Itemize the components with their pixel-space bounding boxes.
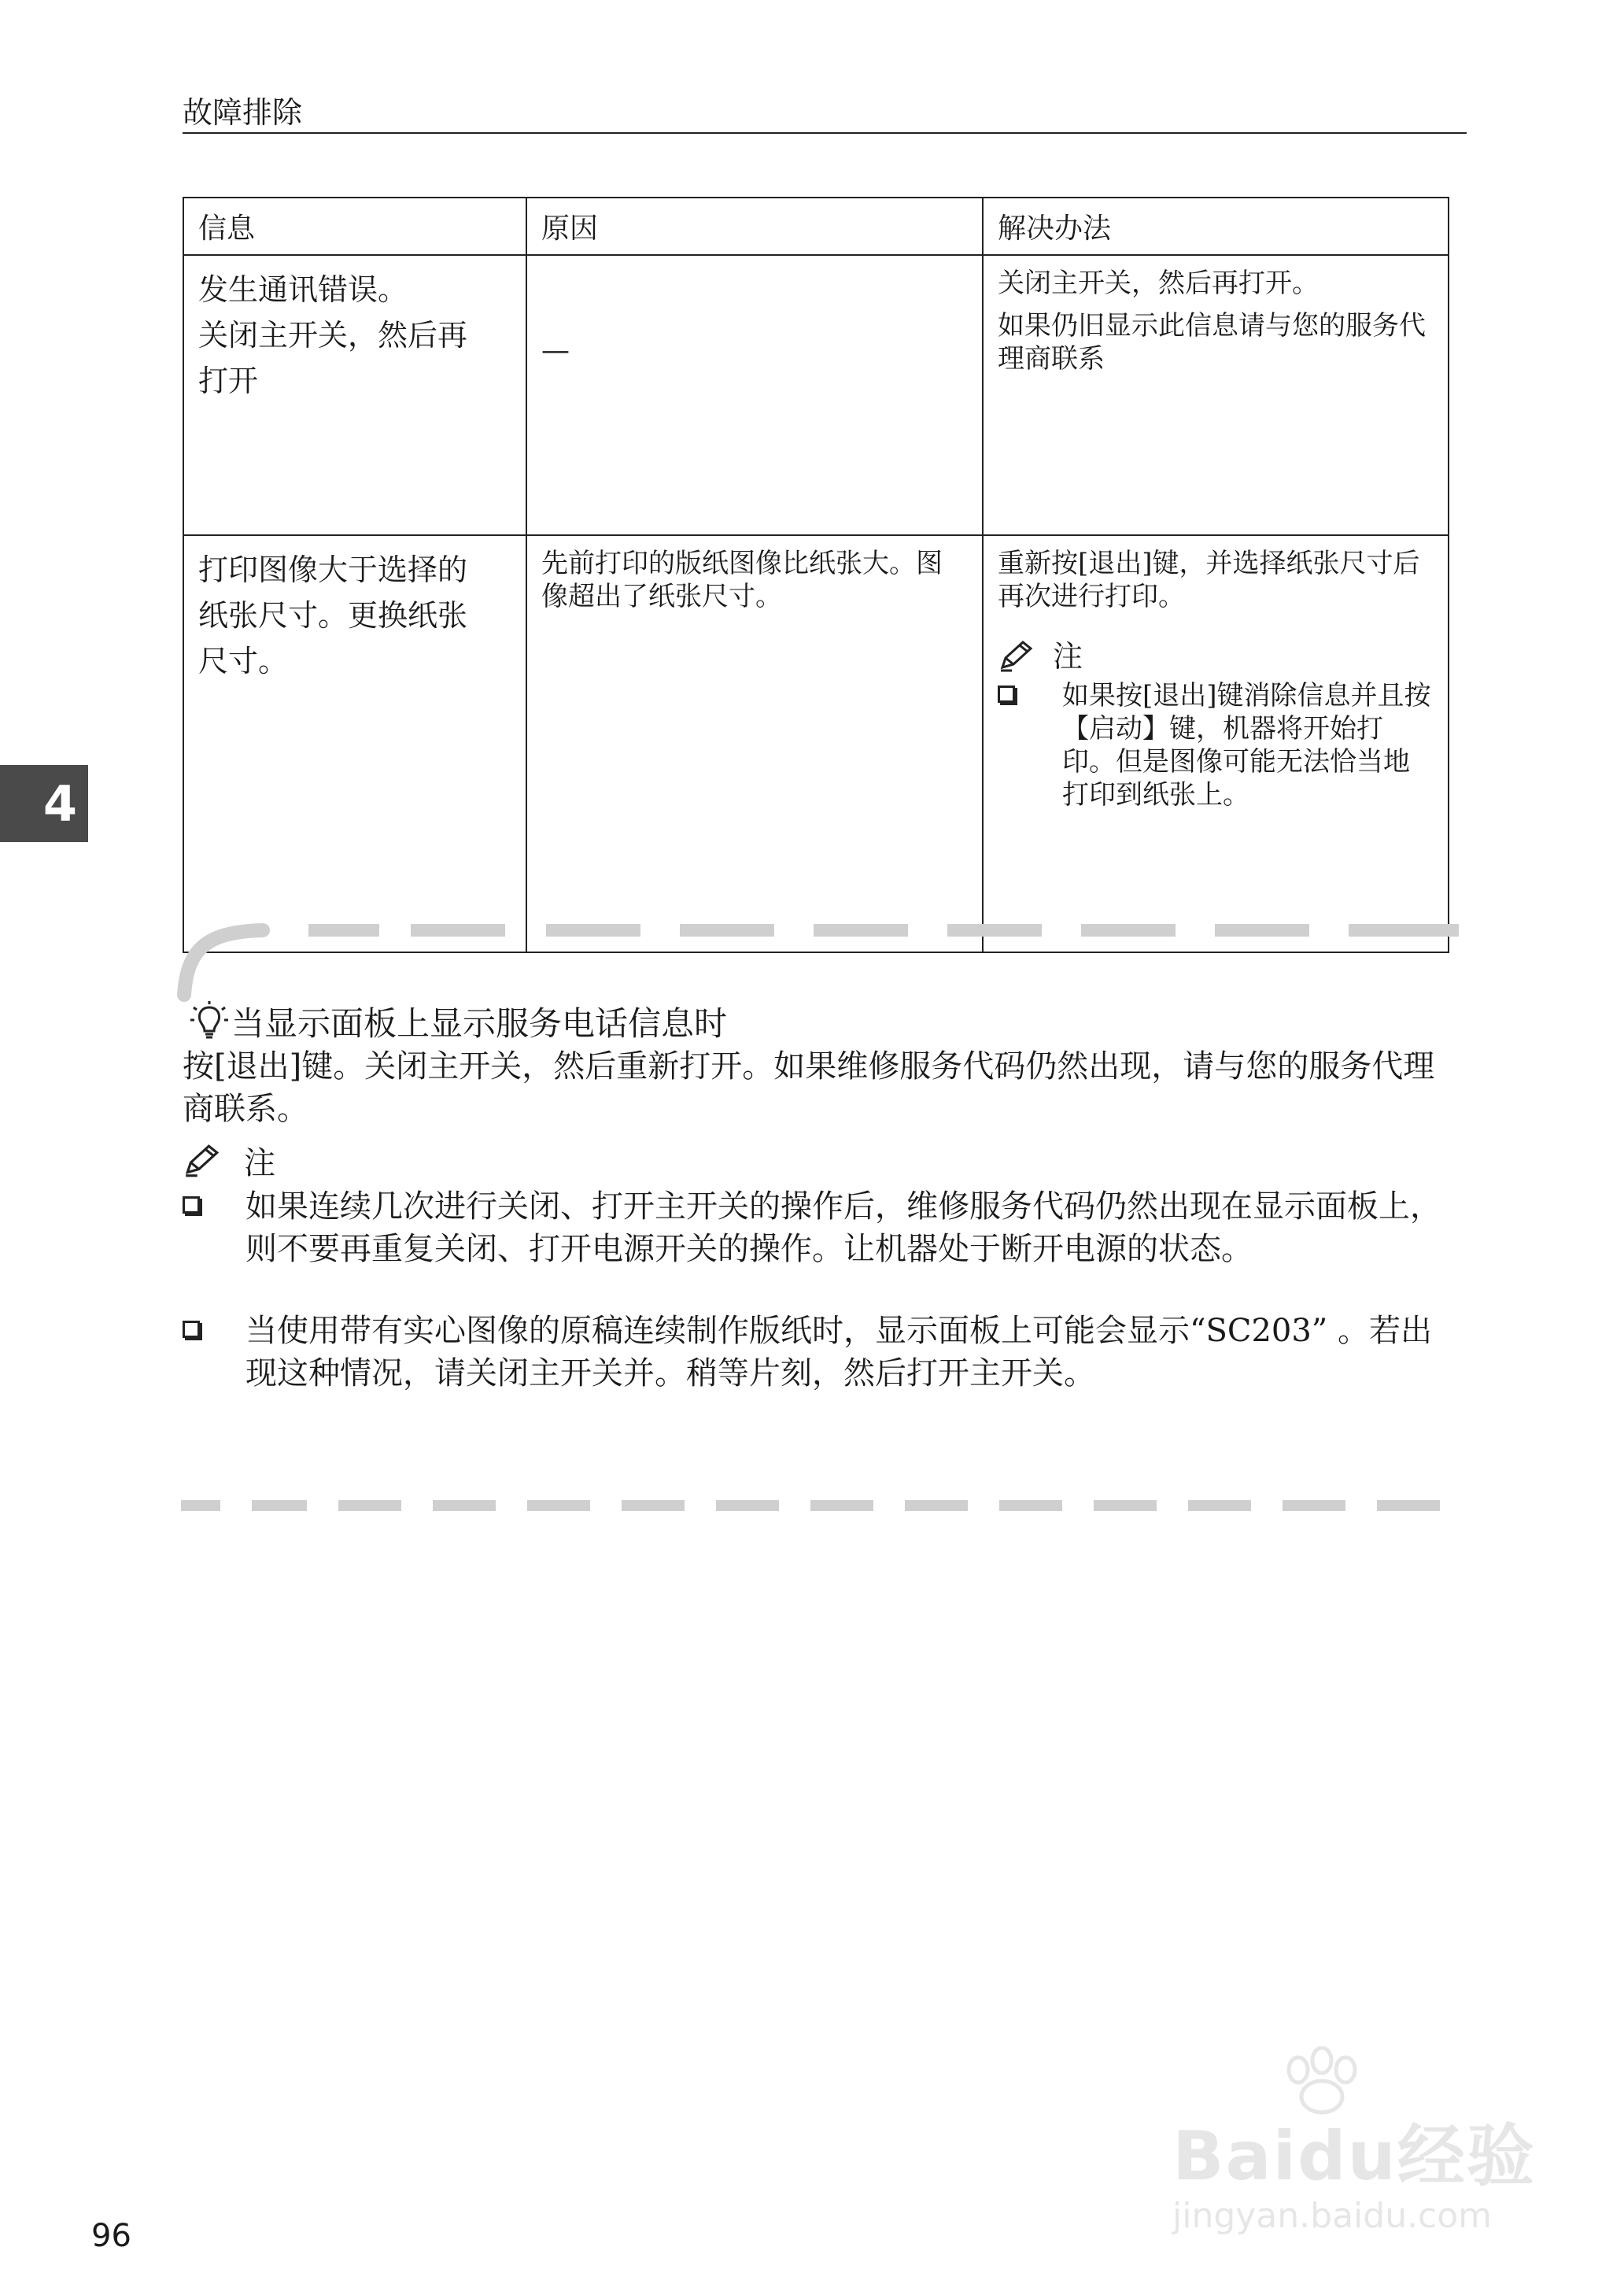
tip-note-label: 注 — [244, 1145, 275, 1181]
pencil-icon — [998, 641, 1034, 672]
page-number: 96 — [91, 2218, 131, 2254]
message-cell — [183, 255, 526, 535]
watermark-brand: Baidu经验 — [1172, 2117, 1536, 2196]
note-label: 注 — [1053, 639, 1083, 674]
lightbulb-icon — [187, 1000, 231, 1044]
tip-note-item — [183, 1310, 1457, 1395]
running-header: 故障排除 — [183, 95, 303, 130]
tip-note-heading — [183, 1138, 275, 1183]
chapter-tab: 4 — [0, 765, 88, 842]
note-item — [998, 679, 1434, 811]
cause-cell: 先前打印的版纸图像比纸张大。图像超出了纸张尺寸。 — [526, 535, 983, 952]
table-row — [183, 535, 1449, 952]
tip-note-text: 当使用带有实心图像的原稿连续制作版纸时，显示面板上可能会显示“SC203” 。若出现这种情况，请关闭主开关并。稍等片刻，然后打开主开关。 — [245, 1313, 1432, 1391]
tip-note-item — [183, 1185, 1457, 1270]
tip-bottom-border — [181, 1500, 1468, 1513]
tip-body: 按[退出]键。关闭主开关，然后重新打开。如果维修服务代码仍然出现，请与您的服务代理商联系。 — [183, 1048, 1435, 1127]
message-line: 关闭主开关，然后再 — [198, 318, 468, 353]
message-line: 打印图像大于选择的 — [198, 552, 468, 587]
checkbox-bullet-icon — [998, 686, 1015, 703]
header-rule — [183, 132, 1467, 134]
watermark-url: jingyan.baidu.com — [1172, 2196, 1493, 2236]
message-line: 发生通讯错误。 — [198, 272, 408, 307]
note-heading — [998, 640, 1434, 673]
cause-cell: — — [526, 255, 983, 535]
tip-top-border — [176, 916, 1468, 1003]
solution-text: 重新按[退出]键，并选择纸张尺寸后再次进行打印。 — [998, 548, 1420, 612]
solution-text: 关闭主开关，然后再打开。 — [998, 268, 1319, 299]
solution-cell — [983, 255, 1449, 535]
pencil-icon — [183, 1144, 220, 1177]
message-line: 尺寸。 — [198, 644, 289, 678]
message-cell — [183, 535, 526, 952]
message-line: 纸张尺寸。更换纸张 — [198, 598, 468, 633]
tip-title-row — [187, 998, 727, 1045]
checkbox-bullet-icon — [183, 1196, 200, 1214]
note-text: 如果按[退出]键消除信息并且按【启动】键，机器将开始打印。但是图像可能无法恰当地打印到纸张上。 — [1062, 680, 1431, 811]
baidu-watermark — [1149, 2046, 1558, 2243]
col-header-message: 信息 — [183, 198, 526, 255]
tip-title: 当显示面板上显示服务电话信息时 — [231, 1004, 728, 1043]
solution-cell — [983, 535, 1449, 952]
error-table — [183, 197, 1449, 953]
solution-text: 如果仍旧显示此信息请与您的服务代理商联系 — [998, 310, 1426, 375]
checkbox-bullet-icon — [183, 1321, 200, 1338]
tip-note-text: 如果连续几次进行关闭、打开主开关的操作后，维修服务代码仍然出现在显示面板上，则不要再重复关闭、打开电源开关的操作。让机器处于断开电源的状态。 — [245, 1188, 1441, 1267]
col-header-solution: 解决办法 — [983, 198, 1449, 255]
col-header-cause: 原因 — [526, 198, 983, 255]
message-line: 打开 — [198, 364, 259, 398]
table-row — [183, 255, 1449, 535]
